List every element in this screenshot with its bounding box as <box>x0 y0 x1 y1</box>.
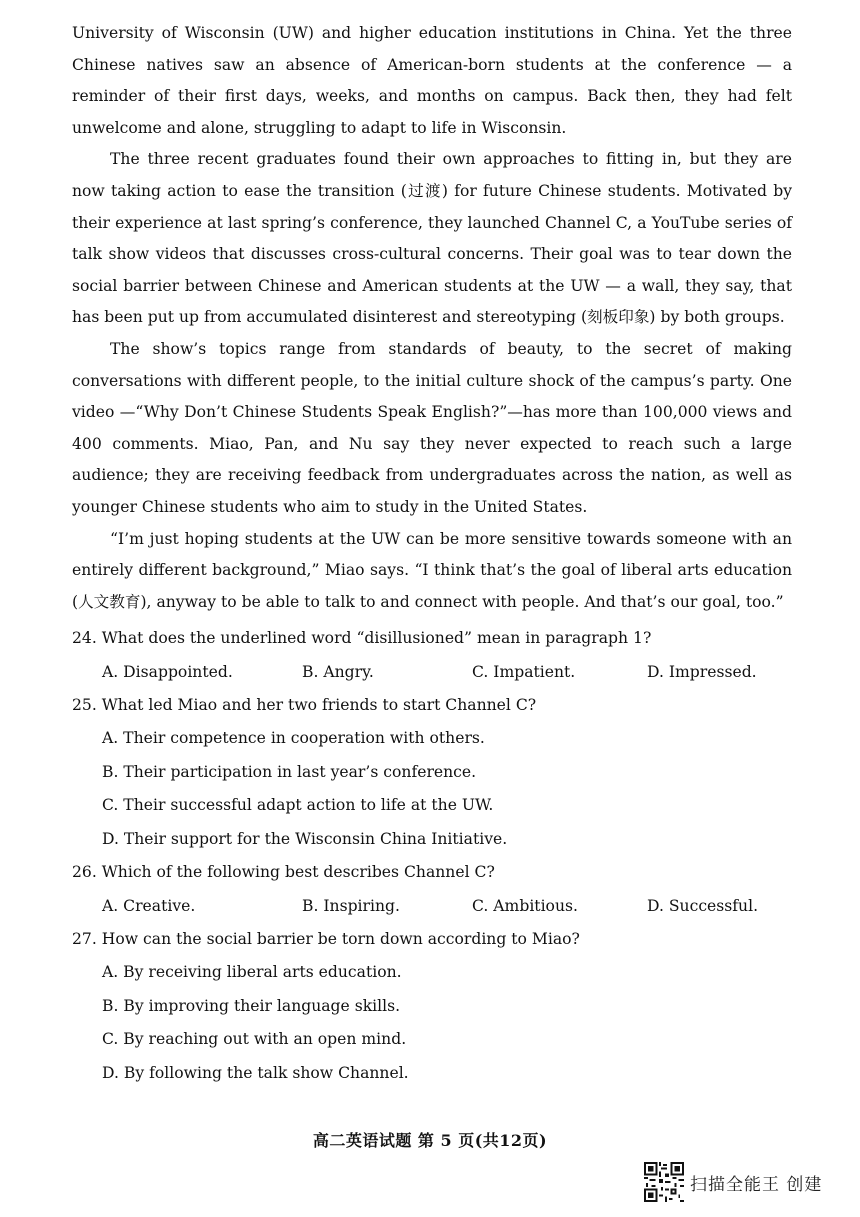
option-b: B. Their participation in last year’s conference. <box>102 762 477 781</box>
option-a: A. Disappointed. <box>102 663 233 681</box>
passage-paragraph-1: University of Wisconsin (UW) and higher education institutions in China. Yet the three Chinese natives saw an absence of American-born students at the conference — a reminder of their first days, weeks, and months on campus. Back then, they had felt unwelcome and alone, struggling to adapt to life in Wisconsin. <box>72 24 792 137</box>
option-c: C. Impatient. <box>472 663 576 681</box>
option-d: D. Impressed. <box>647 663 757 681</box>
passage-paragraph-4: “I’m just hoping students at the UW can be more sensitive towards someone with an entirely different background,” Miao says. “I think that’s the goal of liberal arts education (人文教育), anyway to be able to talk to and connect with people. And that’s our goal, too.” <box>72 529 792 611</box>
option-a: A. Creative. <box>102 897 196 915</box>
option-a: A. Their competence in cooperation with others. <box>102 729 485 747</box>
question-stem: 25. What led Miao and her two friends to start Channel C? <box>72 696 537 714</box>
question-stem: 26. Which of the following best describes Channel C? <box>72 863 495 881</box>
question-stem: 24. What does the underlined word “disillusioned” mean in paragraph 1? <box>72 629 652 647</box>
page-footer: 高二英语试题 第 5 页(共12页) <box>312 1131 548 1150</box>
passage-paragraph-2: The three recent graduates found their own approaches to fitting in, but they are now taking action to ease the transition (过渡) for future Chinese students. Motivated by their experience at last spring’s conference, they launched Channel C, a YouTube series of talk show videos that discusses cross-cultural concerns. Their goal was to tear down the social barrier between Chinese and American students at the UW — a wall, they say, that has been put up from accumulated disinterest and stereotyping (刻板印象) by both groups. <box>72 150 792 327</box>
option-b: B. Inspiring. <box>302 897 400 915</box>
option-list <box>72 956 802 1090</box>
question-27 <box>72 923 802 1090</box>
option-b: B. By improving their language skills. <box>102 996 401 1015</box>
option-d: D. By following the talk show Channel. <box>102 1063 409 1082</box>
option-row <box>72 889 802 923</box>
question-list <box>72 622 802 1090</box>
option-a: A. By receiving liberal arts education. <box>102 963 402 981</box>
option-d: D. Their support for the Wisconsin China Initiative. <box>102 829 508 848</box>
option-row <box>72 655 802 689</box>
question-24 <box>72 622 802 689</box>
reading-passage <box>72 18 792 618</box>
option-b: B. Angry. <box>302 663 374 681</box>
passage-paragraph-3: The show’s topics range from standards of beauty, to the secret of making conversations with different people, to the initial culture shock of the campus’s party. One video —“Why Don’t Chinese Students Speak English?”—has more than 100,000 views and 400 comments. Miao, Pan, and Nu say they never expected to reach such a large audience; they are receiving feedback from undergraduates across the nation, as well as younger Chinese students who aim to study in the United States. <box>72 339 792 516</box>
option-list <box>72 722 802 856</box>
qr-code-icon <box>644 1162 684 1202</box>
question-26 <box>72 856 802 923</box>
option-c: C. Ambitious. <box>472 897 578 915</box>
question-25 <box>72 689 802 856</box>
option-c: C. Their successful adapt action to life at the UW. <box>102 796 494 814</box>
scanner-watermark <box>644 1162 822 1202</box>
option-d: D. Successful. <box>647 897 759 915</box>
option-c: C. By reaching out with an open mind. <box>102 1030 407 1048</box>
watermark-text: 扫描全能王 创建 <box>690 1174 823 1195</box>
question-stem: 27. How can the social barrier be torn down according to Miao? <box>72 930 580 948</box>
